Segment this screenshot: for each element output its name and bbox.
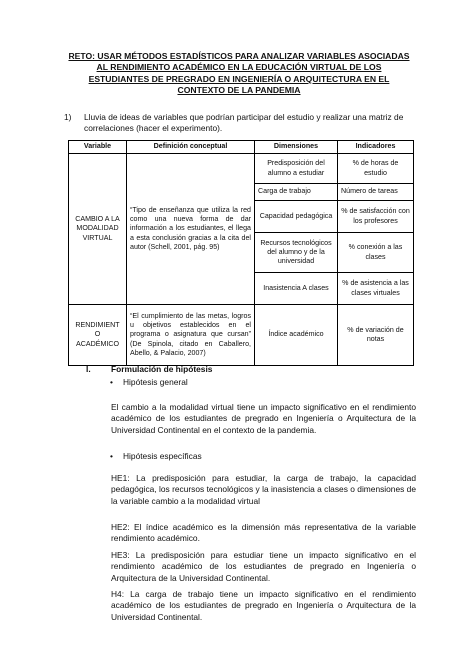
- document-title: RETO: USAR MÉTODOS ESTADÍSTICOS PARA ANALIZAR VARIABLES ASOCIADAS AL RENDIMIENTO ACADÉMICO EN LA EDUCACIÓN VIRTUAL DE LOS ESTUDIANTES DE PREGRADO EN INGENIERÍA O ARQUITECTURA EN EL CONTEXTO DE LA PANDEMIA: [68, 51, 410, 96]
- section-title: Formulación de hipótesis: [111, 364, 213, 374]
- indicator-cell: % de horas de estudio: [338, 154, 414, 184]
- bullet-icon: •: [110, 377, 113, 387]
- table-row: [69, 305, 414, 366]
- header-indicators: Indicadores: [338, 141, 414, 154]
- question-1: [64, 112, 412, 134]
- dimension-cell: Carga de trabajo: [255, 184, 338, 201]
- header-definition: Definición conceptual: [127, 141, 255, 154]
- question-number: 1): [64, 112, 72, 122]
- indicator-cell: % de asistencia a las clases virtuales: [338, 273, 414, 305]
- hypothesis-he3: HE3: La predisposición para estudiar tiene un impacto significativo en el rendimiento académico de los estudiantes de pregrado en Ingeniería o Arquitectura de la Universidad Continental.: [111, 550, 416, 583]
- hypothesis-he1: HE1: La predisposición para estudiar, la carga de trabajo, la capacidad pedagógica, los recursos tecnológicos y la inasistencia a clases o dimensiones de la variable cambio a la modalidad virtual: [111, 473, 416, 506]
- general-hypothesis-label: Hipótesis general: [123, 377, 188, 387]
- variable-cell: CAMBIO A LA MODALIDAD VIRTUAL: [69, 154, 127, 305]
- dimension-cell: Índice académico: [255, 305, 338, 366]
- dimension-cell: Capacidad pedagógica: [255, 201, 338, 233]
- hypothesis-h4: H4: La carga de trabajo tiene un impacto significativo en el rendimiento académico de los estudiantes de pregrado en Ingeniería o Arquitectura de la Universidad Continental.: [111, 589, 416, 622]
- section-number: I.: [86, 364, 91, 374]
- table-row: [69, 154, 414, 184]
- dimension-cell: Recursos tecnológicos del alumno y de la universidad: [255, 233, 338, 273]
- variables-matrix-table: [68, 140, 414, 366]
- specific-hypotheses-label: Hipótesis específicas: [123, 451, 202, 461]
- indicator-cell: % de satisfacción con los profesores: [338, 201, 414, 233]
- variable-cell: [69, 305, 127, 366]
- question-text: Lluvia de ideas de variables que podrían participar del estudio y realizar una matriz de correlaciones (hacer el experimento).: [84, 112, 404, 134]
- variable-name-line: ACADÉMICO: [76, 339, 119, 348]
- hypothesis-he2: HE2: El índice académico es la dimensión más representativa de la variable rendimiento académico.: [111, 522, 416, 544]
- dimension-cell: Inasistencia A clases: [255, 273, 338, 305]
- general-hypothesis-text: El cambio a la modalidad virtual tiene un impacto significativo en el rendimiento académico de los estudiantes de pregrado en Ingeniería o Arquitectura de la Universidad Continental en el contexto de la pandemia.: [111, 402, 416, 435]
- dimension-cell: Predisposición del alumno a estudiar: [255, 154, 338, 184]
- indicator-cell: % de variación de notas: [338, 305, 414, 366]
- definition-cell: “Tipo de enseñanza que utiliza la red como una nueva forma de dar información a los estudiantes, el llega a esta conclusión gracias a la cita del autor (Schell, 2001, pág. 95): [127, 154, 255, 305]
- indicator-cell: % conexión a las clases: [338, 233, 414, 273]
- variable-name-line: O: [94, 330, 101, 339]
- indicator-cell: Número de tareas: [338, 184, 414, 201]
- definition-cell: “El cumplimiento de las metas, logros u objetivos establecidos en el programa o asignatura que cursan” (De Spinola, citado en Caballero, Abello, & Palacio, 2007): [127, 305, 255, 366]
- bullet-icon: •: [110, 451, 113, 461]
- header-variable: Variable: [69, 141, 127, 154]
- table-header-row: [69, 141, 414, 154]
- variable-name-line: RENDIMIENT: [75, 321, 120, 330]
- header-dimensions: Dimensiones: [255, 141, 338, 154]
